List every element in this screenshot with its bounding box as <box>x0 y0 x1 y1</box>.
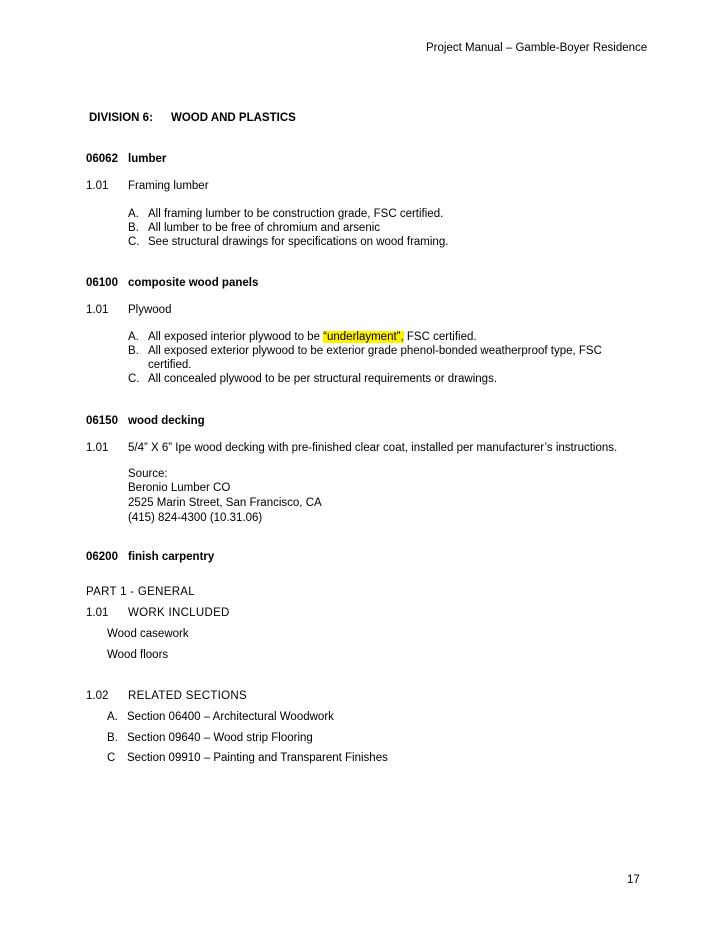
list-text: All framing lumber to be construction grade, FSC certified. <box>148 208 444 220</box>
subsection-text: 5/4” X 6” Ipe wood decking with pre-finished clear coat, installed per manufacturer’s instructions. <box>128 442 618 454</box>
list-letter: C. <box>128 373 140 385</box>
division-title: WOOD AND PLASTICS <box>171 112 296 124</box>
list-text <box>148 331 477 343</box>
list-text: All concealed plywood to be per structural requirements or drawings. <box>148 373 498 385</box>
subsection-number: 1.02 <box>86 690 109 702</box>
section-number-06150: 06150 <box>86 415 118 427</box>
source-company: Beronio Lumber CO <box>128 482 231 494</box>
list-letter: C <box>107 752 116 764</box>
section-title-06150: wood decking <box>128 415 205 427</box>
list-item: Wood floors <box>107 649 169 661</box>
part-heading: PART 1 - GENERAL <box>86 586 195 598</box>
source-phone: (415) 824-4300 (10.31.06) <box>128 512 263 524</box>
source-address: 2525 Marin Street, San Francisco, CA <box>128 497 322 509</box>
list-text: All lumber to be free of chromium and arsenic <box>148 222 381 234</box>
list-text: See structural drawings for specifications on wood framing. <box>148 236 449 248</box>
subsection-number: 1.01 <box>86 442 109 454</box>
list-letter: C. <box>128 236 140 248</box>
section-number-06100: 06100 <box>86 277 118 289</box>
subsection-number: 1.01 <box>86 607 109 619</box>
list-letter: B. <box>128 222 139 234</box>
list-letter: B. <box>107 732 118 744</box>
source-label: Source: <box>128 468 168 480</box>
section-number-06200: 06200 <box>86 551 118 563</box>
subsection-number: 1.01 <box>86 180 109 192</box>
subsection-title: Framing lumber <box>128 180 209 192</box>
list-letter: A. <box>128 331 139 343</box>
subsection-title: Plywood <box>128 304 172 316</box>
division-label: DIVISION 6: <box>89 112 153 124</box>
list-letter: A. <box>107 711 118 723</box>
section-title-06200: finish carpentry <box>128 551 215 563</box>
section-title-06100: composite wood panels <box>128 277 259 289</box>
subsection-number: 1.01 <box>86 304 109 316</box>
list-text: Section 09640 – Wood strip Flooring <box>127 732 313 744</box>
list-text-post: FSC certified. <box>403 331 477 343</box>
section-title-06062: lumber <box>128 153 167 165</box>
section-number-06062: 06062 <box>86 153 118 165</box>
list-text: Section 06400 – Architectural Woodwork <box>127 711 334 723</box>
list-text-line2: certified. <box>148 359 192 371</box>
list-letter: A. <box>128 208 139 220</box>
list-text-pre: All exposed interior plywood to be <box>148 331 324 343</box>
page-header: Project Manual – Gamble-Boyer Residence <box>426 42 648 54</box>
list-item: Wood casework <box>107 628 189 640</box>
highlighted-term: “underlayment”, <box>323 331 404 343</box>
page-number: 17 <box>627 874 640 886</box>
subsection-title: RELATED SECTIONS <box>128 690 247 702</box>
list-text-line1: All exposed exterior plywood to be exterior grade phenol-bonded weatherproof type, FSC <box>148 345 602 357</box>
list-letter: B. <box>128 345 139 357</box>
list-text: Section 09910 – Painting and Transparent Finishes <box>127 752 388 764</box>
subsection-title: WORK INCLUDED <box>128 607 230 619</box>
